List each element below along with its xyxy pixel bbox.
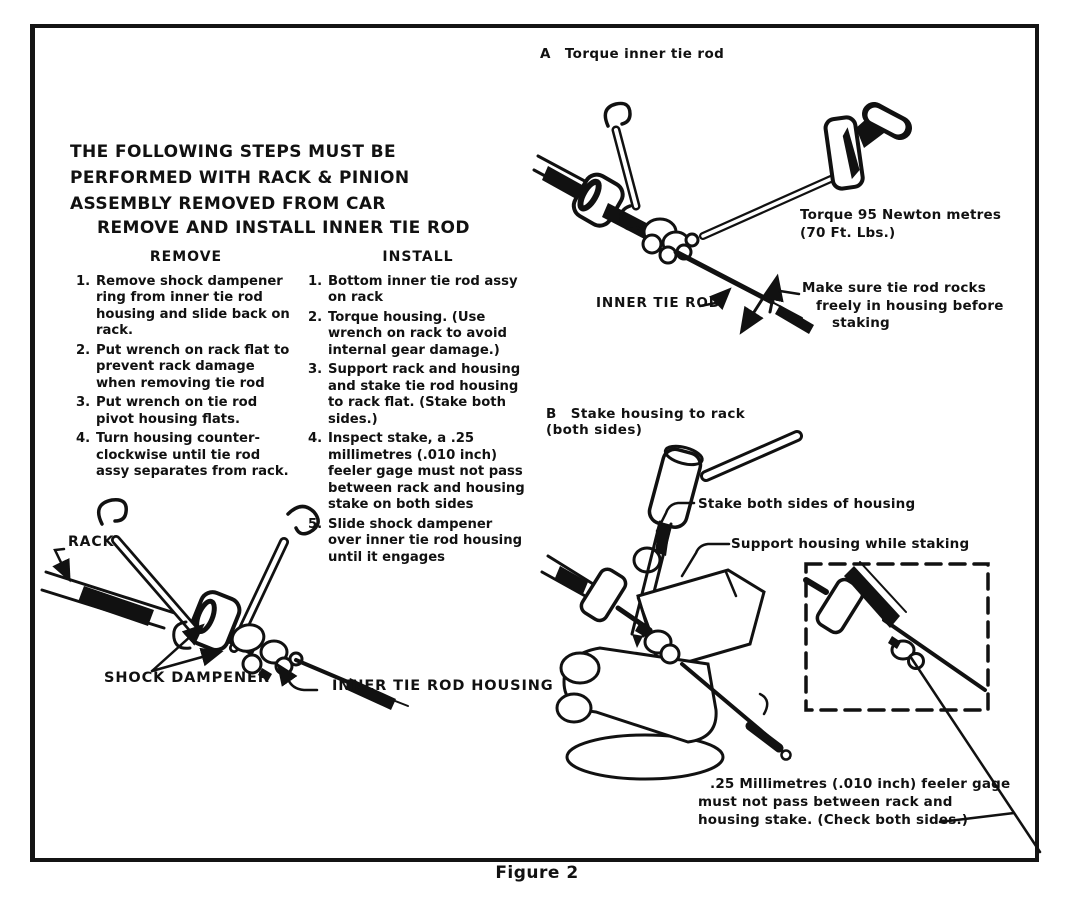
item-text: Support rack and housing and stake tie rod housing to rack flat. (Stake both sides.) xyxy=(328,362,521,427)
feeler-note-line-2: must not pass between rack and xyxy=(698,794,953,810)
heading-line-3: ASSEMBLY REMOVED FROM CAR xyxy=(70,194,386,214)
rock-note-line-2: freely in housing before xyxy=(816,297,1004,314)
item-number: 1. xyxy=(76,273,91,289)
figure-a-title: Torque inner tie rod xyxy=(564,46,725,62)
item-number: 2. xyxy=(76,342,91,358)
install-item-2 xyxy=(308,310,528,360)
feeler-note xyxy=(698,775,1010,829)
item-number: 1. xyxy=(308,273,323,289)
feeler-note-line-3: housing stake. (Check both sides.) xyxy=(698,812,969,828)
figure-a-label xyxy=(540,46,724,62)
page-subheading: REMOVE AND INSTALL INNER TIE ROD xyxy=(97,218,470,238)
heading-line-2: PERFORMED WITH RACK & PINION xyxy=(70,168,410,188)
item-number: 2. xyxy=(308,309,323,325)
install-item-3 xyxy=(308,362,528,428)
feeler-note-line-1: .25 Millimetres (.010 inch) feeler gage xyxy=(710,776,1011,792)
install-column xyxy=(308,249,528,569)
item-text: Put wrench on tie rod pivot housing flats. xyxy=(96,395,258,427)
remove-item-2 xyxy=(76,343,296,393)
inner-tie-rod-housing-label: INNER TIE ROD HOUSING xyxy=(332,678,554,694)
item-number: 4. xyxy=(308,431,323,446)
inner-tie-rod-label: INNER TIE ROD xyxy=(596,295,721,311)
figure-a-prefix: A xyxy=(540,46,551,62)
install-item-4 xyxy=(308,431,528,514)
remove-item-1 xyxy=(76,274,296,340)
remove-item-4 xyxy=(76,431,296,481)
heading-line-1: THE FOLLOWING STEPS MUST BE xyxy=(70,142,397,162)
item-text: Slide shock dampener over inner tie rod housing until it engages xyxy=(328,516,523,565)
figure-b-title-line-2: (both sides) xyxy=(546,422,643,438)
remove-column xyxy=(76,249,296,484)
item-text: Torque housing. (Use wrench on rack to avoid internal gear damage.) xyxy=(328,309,507,358)
rack-label: RACK xyxy=(68,534,115,550)
figure-b-prefix: B xyxy=(546,406,557,422)
rock-note xyxy=(802,280,1004,333)
item-text: Put wrench on rack flat to prevent rack damage when removing tie rod xyxy=(96,342,290,391)
item-text: Bottom inner tie rod assy on rack xyxy=(328,273,518,305)
item-number: 3. xyxy=(308,362,323,377)
shock-dampener-label: SHOCK DAMPENER xyxy=(104,670,270,686)
support-note: Support housing while staking xyxy=(731,536,970,552)
rock-note-line-3: staking xyxy=(832,315,890,331)
figure-caption: Figure 2 xyxy=(495,863,579,883)
torque-note xyxy=(800,207,1001,242)
item-text: Remove shock dampener ring from inner tie rod housing and slide back on rack. xyxy=(96,273,290,338)
figure-b-title: Stake housing to rack xyxy=(570,406,746,422)
item-number: 4. xyxy=(76,431,91,446)
remove-header: REMOVE xyxy=(149,249,223,265)
item-number: 3. xyxy=(76,395,91,410)
install-item-5 xyxy=(308,517,528,567)
stake-note: Stake both sides of housing xyxy=(698,496,916,512)
item-number: 5. xyxy=(308,516,323,532)
item-text: Inspect stake, a .25 millimetres (.010 inch) feeler gage must not pass between rack and housing stake on both sides xyxy=(328,431,525,512)
remove-item-3 xyxy=(76,395,296,428)
install-header: INSTALL xyxy=(382,249,454,265)
rock-note-line-1: Make sure tie rod rocks xyxy=(802,280,986,296)
page-heading xyxy=(70,139,409,217)
torque-note-line-2: (70 Ft. Lbs.) xyxy=(800,224,896,241)
figure-b-label xyxy=(546,406,745,438)
item-text: Turn housing counter-clockwise until tie rod assy separates from rack. xyxy=(96,431,289,479)
torque-note-line-1: Torque 95 Newton metres xyxy=(800,207,1002,223)
install-item-1 xyxy=(308,274,528,307)
